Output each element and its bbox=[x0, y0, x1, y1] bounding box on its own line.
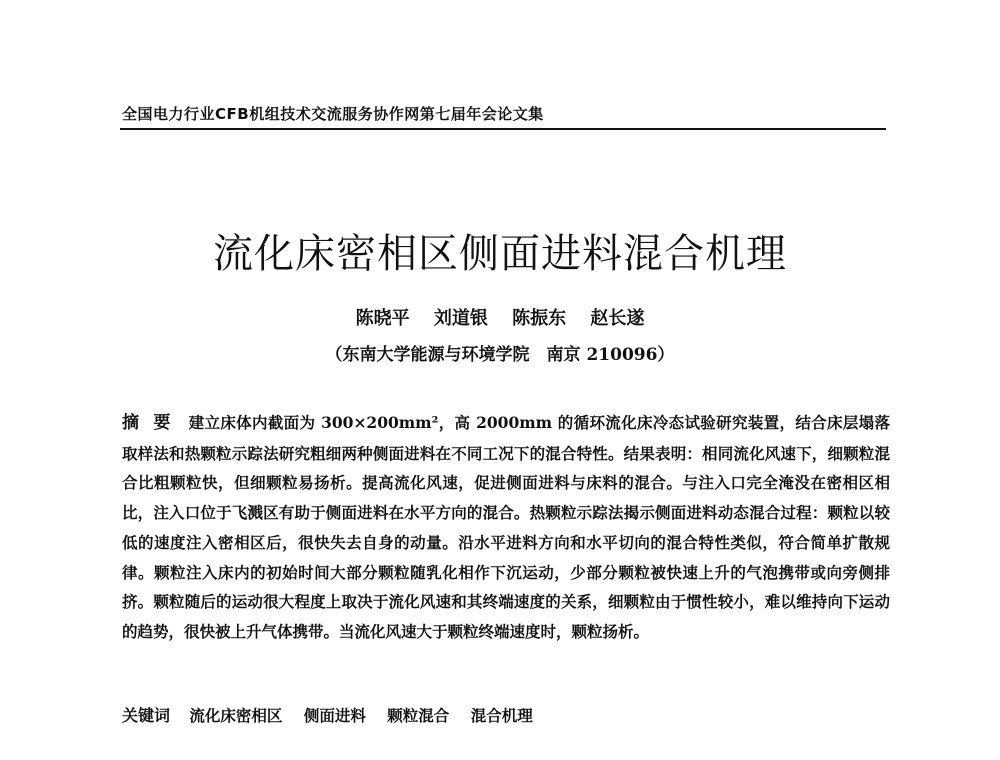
author-name: 陈晓平 bbox=[355, 308, 410, 329]
keyword: 颗粒混合 bbox=[387, 706, 450, 725]
keyword: 侧面进料 bbox=[303, 706, 366, 725]
paper-title: 流化床密相区侧面进料混合机理 bbox=[213, 231, 787, 277]
abstract-label: 摘要 bbox=[122, 413, 185, 433]
keywords bbox=[122, 703, 890, 726]
keyword: 流化床密相区 bbox=[189, 706, 283, 725]
running-header: 全国电力行业CFB机组技术交流服务协作网第七届年会论文集 bbox=[122, 105, 544, 123]
author-name: 刘道银 bbox=[433, 308, 488, 329]
author-name: 赵长遂 bbox=[590, 308, 645, 329]
affiliation: （东南大学能源与环境学院 南京 210096） bbox=[325, 345, 675, 365]
keywords-label: 关键词 bbox=[122, 706, 171, 725]
abstract-text: 建立床体内截面为 300×200mm²，高 2000mm 的循环流化床冷态试验研究装置，结合床层塌落取样法和热颗粒示踪法研究粗细两种侧面进料在不同工况下的混合特性。结果表明：相同流化风速下，细颗粒混合比粗颗粒快，但细颗粒易扬析。提高流化风速，促进侧面进料与床料的混合。与注入口完全淹没在密相区相比，注入口位于飞溅区有助于侧面进料在水平方向的混合。热颗粒示踪法揭示侧面进料动态混合过程：颗粒以较低的速度注入密相区后，很快失去自身的动量。沿水平进料方向和水平切向的混合特性类似，符合简单扩散规律。颗粒注入床内的初始时间大部分颗粒随乳化相作下沉运动，少部分颗粒被快速上升的气泡携带或向旁侧排挤。颗粒随后的运动很大程度上取决于流化风速和其终端速度的关系，细颗粒由于惯性较小，难以维持向下运动的趋势，很快被上升气体携带。当流化风速大于颗粒终端速度时，颗粒扬析。 bbox=[122, 413, 890, 641]
author-list bbox=[0, 304, 1000, 330]
header-rule bbox=[120, 128, 886, 130]
abstract bbox=[122, 408, 890, 647]
author-name: 陈振东 bbox=[512, 308, 567, 329]
keyword: 混合机理 bbox=[470, 706, 533, 725]
